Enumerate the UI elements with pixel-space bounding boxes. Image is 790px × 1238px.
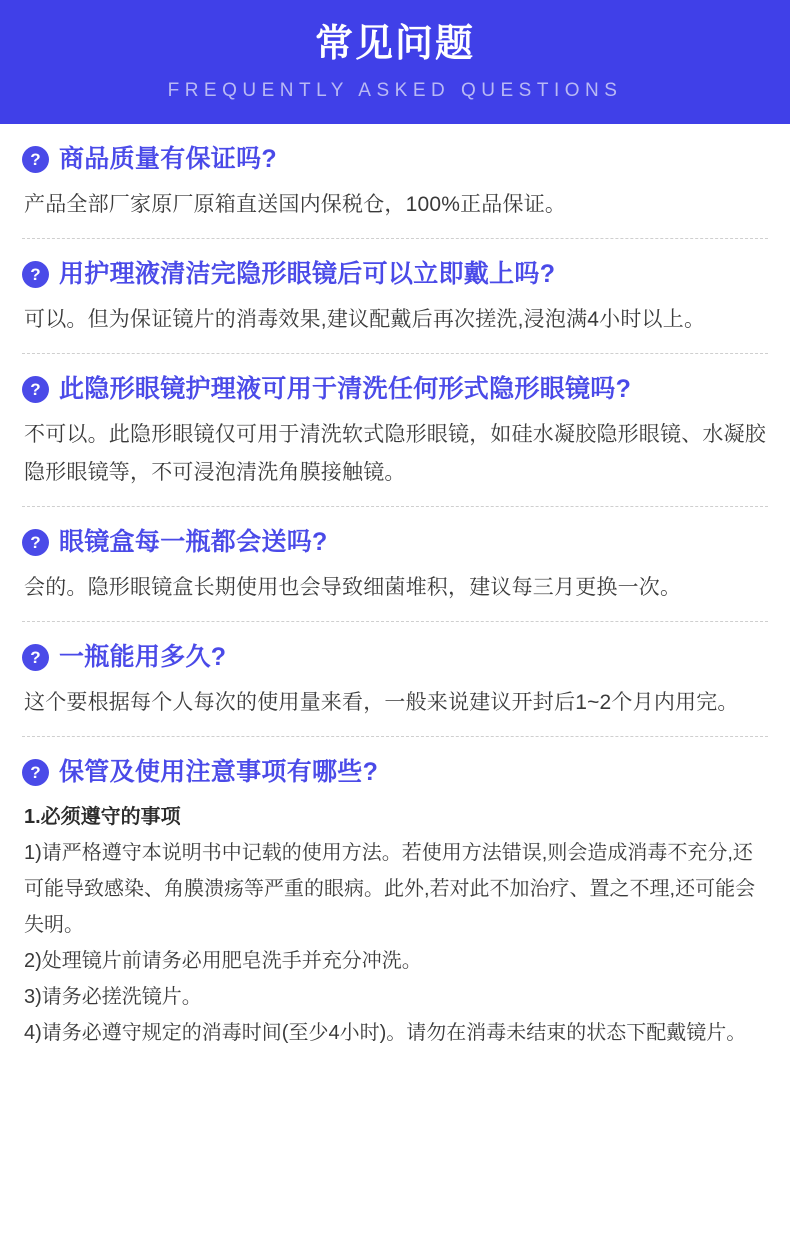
faq-question-row [22, 755, 768, 789]
faq-answer: 这个要根据每个人每次的使用量来看，一般来说建议开封后1~2个月内用完。 [24, 691, 739, 714]
faq-answer: 会的。隐形眼镜盒长期使用也会导致细菌堆积，建议每三月更换一次。 [24, 576, 682, 599]
page-title: 常见问题 [314, 23, 475, 65]
faq-question-row [22, 142, 768, 176]
answer-subtitle: 1.必须遵守的事项 [24, 806, 181, 828]
question-mark-icon: ? [22, 376, 49, 403]
faq-question: 一瓶能用多久? [59, 643, 227, 671]
faq-item-storage-notes [22, 737, 768, 1059]
faq-question: 用护理液清洁完隐形眼镜后可以立即戴上吗? [59, 260, 556, 288]
answer-line: 1)请严格遵守本说明书中记载的使用方法。若使用方法错误,则会造成消毒不充分,还可能导致感染、角膜溃疡等严重的眼病。此外,若对此不加治疗、置之不理,还可能会失明。 [24, 842, 756, 936]
question-mark-icon: ? [22, 529, 49, 556]
answer-line: 2)处理镜片前请务必用肥皂洗手并充分冲洗。 [24, 950, 422, 972]
faq-question-row [22, 640, 768, 674]
question-mark-icon: ? [22, 261, 49, 288]
faq-question-row [22, 525, 768, 559]
faq-item [22, 507, 768, 622]
faq-question: 商品质量有保证吗? [59, 145, 277, 173]
faq-question: 保管及使用注意事项有哪些? [59, 758, 379, 786]
faq-question: 眼镜盒每一瓶都会送吗? [59, 528, 328, 556]
faq-question-row [22, 257, 768, 291]
question-mark-icon: ? [22, 644, 49, 671]
faq-header-banner [0, 0, 790, 124]
faq-answer: 可以。但为保证镜片的消毒效果,建议配戴后再次搓洗,浸泡满4小时以上。 [24, 308, 706, 331]
faq-question: 此隐形眼镜护理液可用于清洗任何形式隐形眼镜吗? [59, 375, 632, 403]
faq-item [22, 354, 768, 507]
faq-item [22, 124, 768, 239]
question-mark-icon: ? [22, 759, 49, 786]
faq-answer: 产品全部厂家原厂原箱直送国内保税仓，100%正品保证。 [24, 193, 567, 216]
answer-line: 4)请务必遵守规定的消毒时间(至少4小时)。请勿在消毒未结束的状态下配戴镜片。 [24, 1022, 747, 1044]
faq-question-row [22, 372, 768, 406]
faq-item [22, 239, 768, 354]
page-subtitle: FREQUENTLY ASKED QUESTIONS [167, 80, 623, 101]
answer-line: 3)请务必搓洗镜片。 [24, 986, 202, 1008]
faq-item [22, 622, 768, 737]
question-mark-icon: ? [22, 146, 49, 173]
faq-list [0, 124, 790, 1059]
faq-answer: 不可以。此隐形眼镜仅可用于清洗软式隐形眼镜，如硅水凝胶隐形眼镜、水凝胶隐形眼镜等，不可浸泡清洗角膜接触镜。 [24, 423, 766, 484]
